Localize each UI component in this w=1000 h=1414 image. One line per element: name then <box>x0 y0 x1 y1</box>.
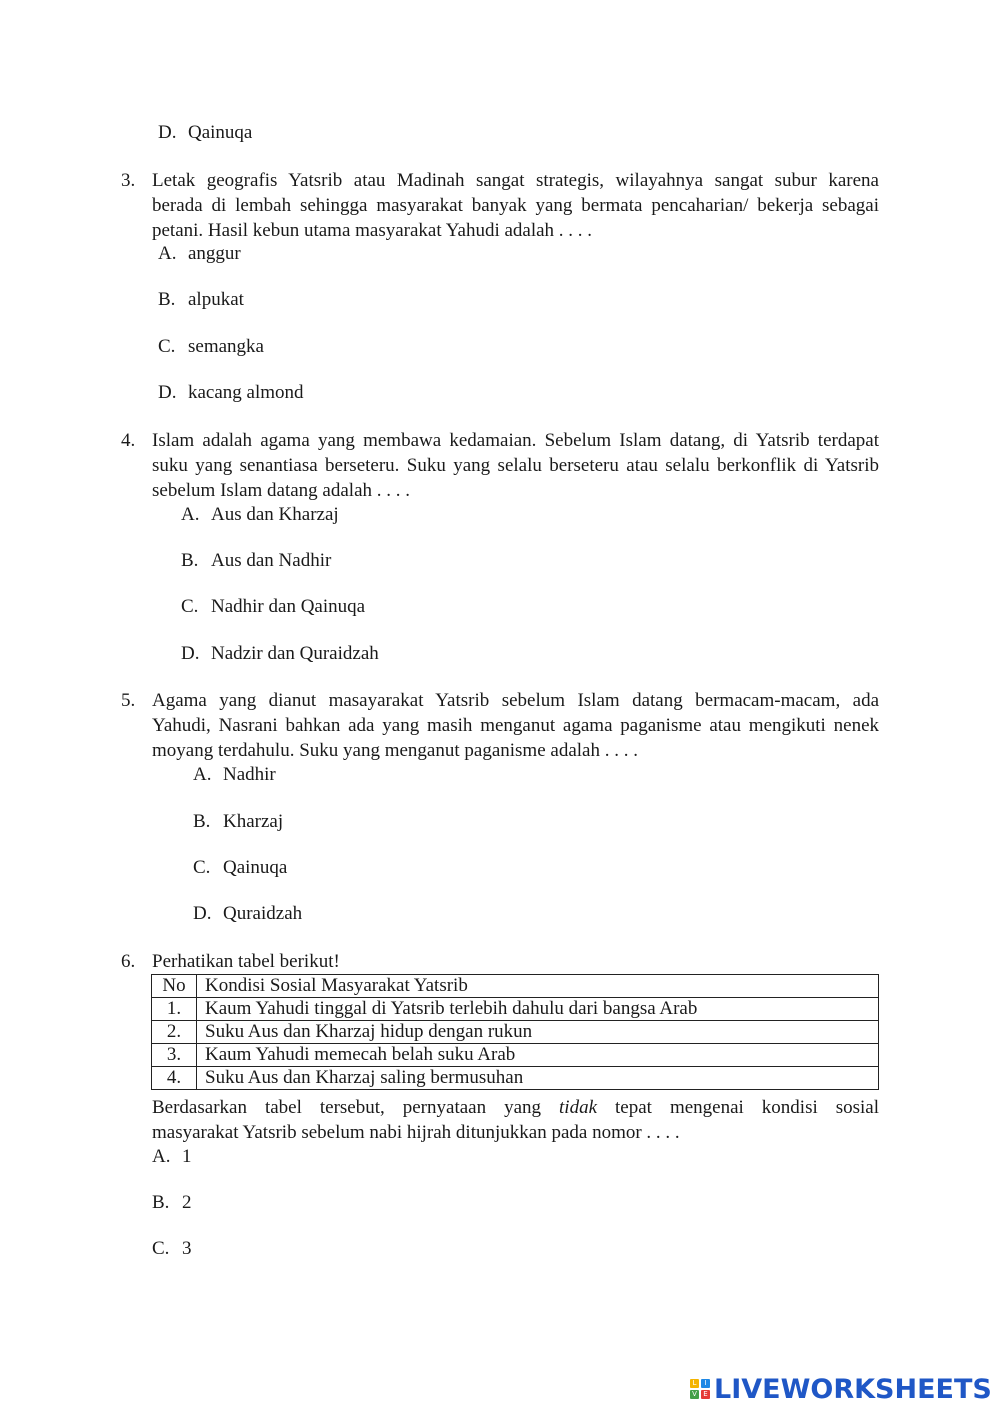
option-text: Kharzaj <box>223 811 284 832</box>
text-segment: tepat mengenai kondisi sosial <box>615 1097 880 1118</box>
option-c[interactable] <box>181 596 365 618</box>
option-a[interactable] <box>158 243 241 265</box>
option-letter: C. <box>158 336 176 357</box>
option-text: Quraidzah <box>223 903 303 924</box>
table-row <box>152 1067 879 1090</box>
question-text-line: Agama yang dianut masayarakat Yatsrib sebelum Islam datang bermacam-macam, ada <box>152 690 879 711</box>
option-text: semangka <box>188 336 264 357</box>
question-number: 6. <box>121 951 136 972</box>
logo-tile: V <box>690 1390 699 1399</box>
option-text: Nadzir dan Quraidzah <box>211 643 379 664</box>
option-letter: B. <box>158 289 176 310</box>
option-text: anggur <box>188 243 241 264</box>
question-text-line: Letak geografis Yatsrib atau Madinah sangat strategis, wilayahnya sangat subur karena <box>152 170 879 191</box>
question-number: 4. <box>121 430 136 451</box>
text-segment-italic: tidak <box>559 1097 598 1118</box>
option-c[interactable] <box>193 857 287 879</box>
option-text: 2 <box>182 1192 192 1213</box>
option-text: kacang almond <box>188 382 304 403</box>
option-a[interactable] <box>181 504 339 526</box>
option-d[interactable] <box>181 643 379 665</box>
option-text: Qainuqa <box>188 122 253 143</box>
option-letter: B. <box>181 550 199 571</box>
table-header-cell: Kondisi Sosial Masyarakat Yatsrib <box>197 975 879 998</box>
table-cell-text: Suku Aus dan Kharzaj saling bermusuhan <box>197 1067 879 1090</box>
option-b[interactable] <box>193 811 283 833</box>
question-text-line: sebelum Islam datang adalah . . . . <box>152 480 411 501</box>
liveworksheets-logo[interactable] <box>690 1372 992 1406</box>
option-text: Qainuqa <box>223 857 288 878</box>
option-b[interactable] <box>181 550 331 572</box>
option-letter: D. <box>193 903 212 924</box>
option-letter: A. <box>181 504 200 525</box>
question-text-line: moyang terdahulu. Suku yang menganut paganisme adalah . . . . <box>152 740 638 761</box>
option-letter: B. <box>193 811 211 832</box>
text-segment: Berdasarkan tabel tersebut, pernyataan yang <box>152 1097 542 1118</box>
option-letter: C. <box>181 596 199 617</box>
option-letter: D. <box>158 122 177 143</box>
table-cell-no: 3. <box>152 1044 197 1067</box>
option-text: 3 <box>182 1238 192 1259</box>
table-row <box>152 998 879 1021</box>
table-cell-text: Kaum Yahudi tinggal di Yatsrib terlebih dahulu dari bangsa Arab <box>197 998 879 1021</box>
option-letter: A. <box>193 764 212 785</box>
question-text-line: suku yang senantiasa berseteru. Suku yang selalu berseteru atau selalu berkonflik di Yatsrib <box>152 455 879 476</box>
table-header-cell: No <box>152 975 197 998</box>
option-c[interactable] <box>158 336 264 358</box>
table-cell-no: 4. <box>152 1067 197 1090</box>
option-letter: D. <box>181 643 200 664</box>
option-letter: D. <box>158 382 177 403</box>
option-text: Aus dan Nadhir <box>211 550 332 571</box>
question-text-line: Yahudi, Nasrani bahkan ada yang masih menganut agama paganisme atau mengikuti nenek <box>152 715 879 736</box>
logo-tile: L <box>690 1379 699 1388</box>
question-text-line <box>152 1095 879 1120</box>
question-number: 3. <box>121 170 136 191</box>
question-text-line: berada di lembah sehingga masyarakat banyak yang bermata pencaharian/ bekerja sebagai <box>152 195 879 216</box>
kondisi-sosial-table <box>151 974 879 1090</box>
option-letter: B. <box>152 1192 170 1213</box>
option-letter: A. <box>152 1146 171 1167</box>
table-row <box>152 1021 879 1044</box>
prev-option-d[interactable] <box>158 122 252 144</box>
option-text: 1 <box>182 1146 192 1167</box>
table-row <box>152 1044 879 1067</box>
table-cell-no: 2. <box>152 1021 197 1044</box>
option-d[interactable] <box>158 382 304 404</box>
option-d[interactable] <box>193 903 302 925</box>
table-cell-text: Kaum Yahudi memecah belah suku Arab <box>197 1044 879 1067</box>
option-c[interactable] <box>152 1238 192 1260</box>
question-text-line: masyarakat Yatsrib sebelum nabi hijrah ditunjukkan pada nomor . . . . <box>152 1122 680 1143</box>
logo-tile: E <box>701 1390 710 1399</box>
option-text: Nadhir <box>223 764 276 785</box>
logo-tile: I <box>701 1379 710 1388</box>
option-text: alpukat <box>188 289 244 310</box>
question-text-line: petani. Hasil kebun utama masyarakat Yahudi adalah . . . . <box>152 220 593 241</box>
logo-mark-icon <box>690 1379 710 1399</box>
question-text-line: Islam adalah agama yang membawa kedamaian. Sebelum Islam datang, di Yatsrib terdapat <box>152 430 879 451</box>
option-text: Aus dan Kharzaj <box>211 504 339 525</box>
option-text: Nadhir dan Qainuqa <box>211 596 366 617</box>
table-cell-text: Suku Aus dan Kharzaj hidup dengan rukun <box>197 1021 879 1044</box>
option-b[interactable] <box>152 1192 192 1214</box>
question-intro: Perhatikan tabel berikut! <box>152 951 340 972</box>
option-letter: C. <box>193 857 211 878</box>
option-b[interactable] <box>158 289 244 311</box>
table-header-row <box>152 975 879 998</box>
option-a[interactable] <box>193 764 276 786</box>
question-number: 5. <box>121 690 136 711</box>
option-letter: A. <box>158 243 177 264</box>
option-a[interactable] <box>152 1146 192 1168</box>
table-cell-no: 1. <box>152 998 197 1021</box>
logo-text: LIVEWORKSHEETS <box>714 1373 992 1405</box>
option-letter: C. <box>152 1238 170 1259</box>
